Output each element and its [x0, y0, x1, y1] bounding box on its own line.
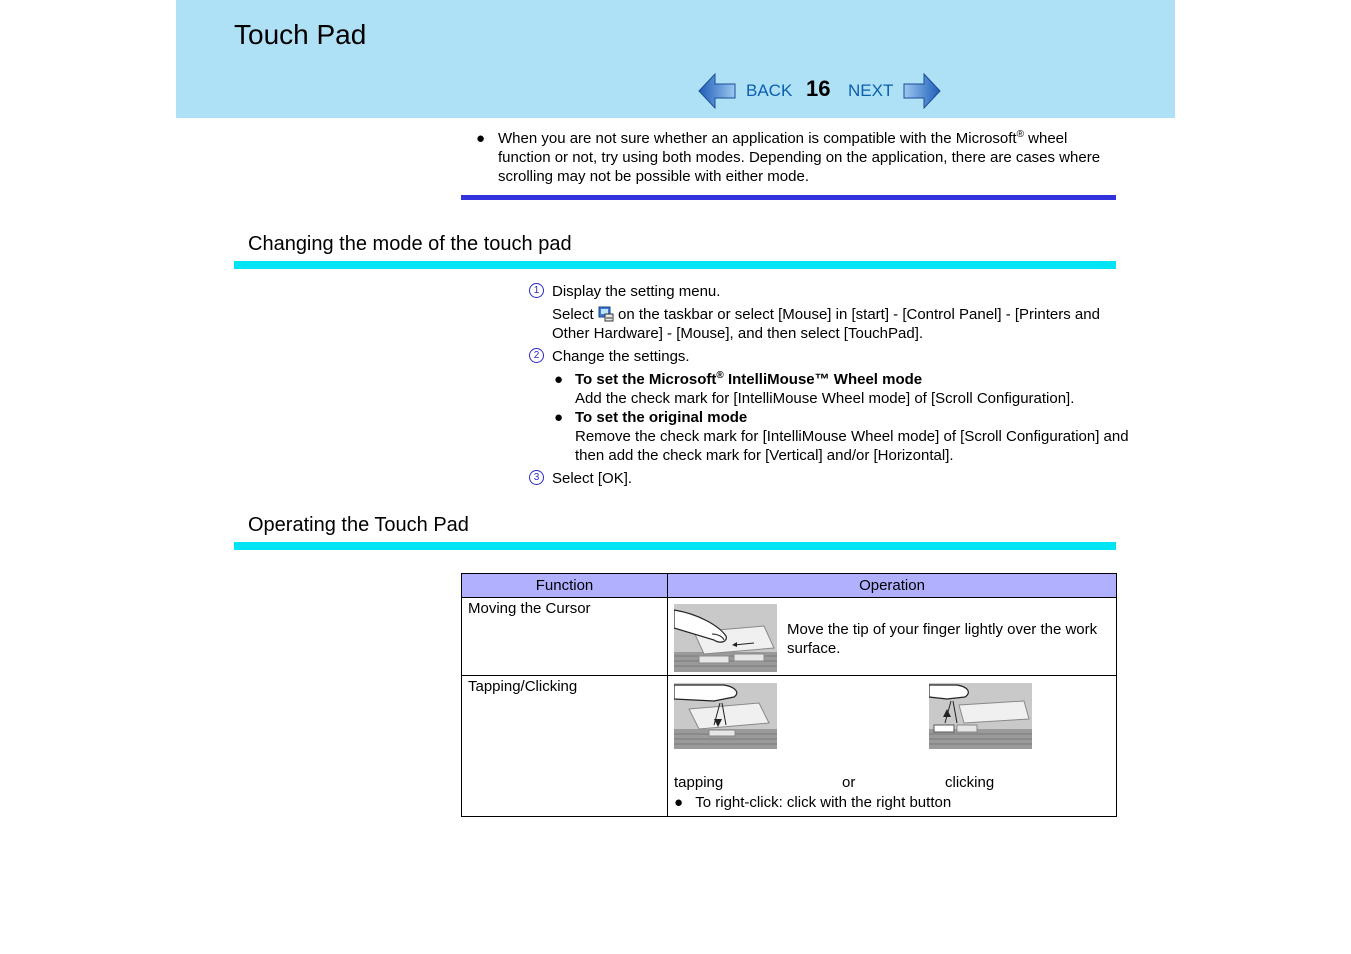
sub-item-title: To set the Microsoft® IntelliMouse™ Wheel mode — [575, 370, 923, 388]
sub-item-original-mode — [529, 408, 1129, 465]
divider — [461, 195, 1116, 200]
or-label: or — [842, 774, 856, 791]
bullet-icon: ● — [554, 371, 564, 388]
operation-cell — [668, 676, 1117, 817]
sub-item-detail: Add the check mark for [IntelliMouse Wheel mode] of [Scroll Configuration]. — [575, 390, 1075, 407]
page-title: Touch Pad — [234, 19, 367, 50]
function-cell: Tapping/Clicking — [462, 676, 668, 817]
column-header-function: Function — [462, 574, 668, 598]
page-number: 16 — [806, 76, 831, 101]
section-title-operating: Operating the Touch Pad — [248, 514, 469, 536]
step-title: Display the setting menu. — [552, 283, 721, 300]
step-title: Change the settings. — [552, 348, 690, 365]
sub-item-title: To set the original mode — [575, 409, 748, 426]
step-number: 2 — [529, 348, 544, 363]
next-arrow-icon[interactable] — [902, 72, 942, 110]
function-cell: Moving the Cursor — [462, 598, 668, 676]
bullet-icon: ● — [674, 794, 684, 811]
next-link[interactable]: NEXT — [848, 81, 894, 100]
touchpad-tray-icon — [598, 306, 614, 322]
table-row — [462, 676, 1117, 817]
table-header-row — [462, 574, 1117, 598]
tapping-illustration — [674, 683, 777, 749]
table-row — [462, 598, 1117, 676]
sub-item-wheel-mode — [529, 370, 1129, 408]
clicking-illustration — [929, 683, 1032, 749]
step-3 — [529, 469, 1129, 488]
bullet-icon: ● — [554, 409, 564, 426]
steps-list — [529, 282, 1129, 488]
compatibility-note — [476, 129, 1116, 186]
back-link[interactable]: BACK — [746, 81, 793, 100]
step-number: 3 — [529, 470, 544, 485]
right-click-note: ● To right-click: click with the right button — [674, 794, 952, 811]
tapping-label: tapping — [674, 774, 724, 791]
operations-table — [461, 573, 1117, 817]
back-arrow-icon[interactable] — [697, 72, 737, 110]
bullet-icon: ● — [476, 130, 486, 147]
section-divider — [234, 261, 1116, 269]
section-title-mode: Changing the mode of the touch pad — [248, 233, 572, 255]
step-1 — [529, 282, 1129, 343]
step-title: Select [OK]. — [552, 470, 633, 487]
cursor-move-illustration — [674, 604, 777, 672]
operation-text: Move the tip of your finger lightly over the work surface. — [787, 621, 1098, 657]
step-detail: Select on the taskbar or select [Mouse] in [start] - [Control Panel] - [Printers and Other Hardware] - [Mouse], and then select [TouchPad]. — [552, 306, 1100, 342]
step-number: 1 — [529, 283, 544, 298]
page-header — [176, 0, 1175, 118]
sub-item-detail: Remove the check mark for [IntelliMouse Wheel mode] of [Scroll Configuration] and then add the check mark for [Vertical] and/or [Horizontal]. — [575, 428, 1129, 464]
step-2 — [529, 347, 1129, 366]
clicking-label: clicking — [945, 774, 995, 791]
section-divider — [234, 542, 1116, 550]
operation-cell — [668, 598, 1117, 676]
note-text: When you are not sure whether an application is compatible with the Microsoft® wheel function or not, try using both modes. Depending on the application, there are cases where scrolling may not be possible with either mode. — [498, 129, 1101, 185]
column-header-operation: Operation — [668, 574, 1117, 598]
